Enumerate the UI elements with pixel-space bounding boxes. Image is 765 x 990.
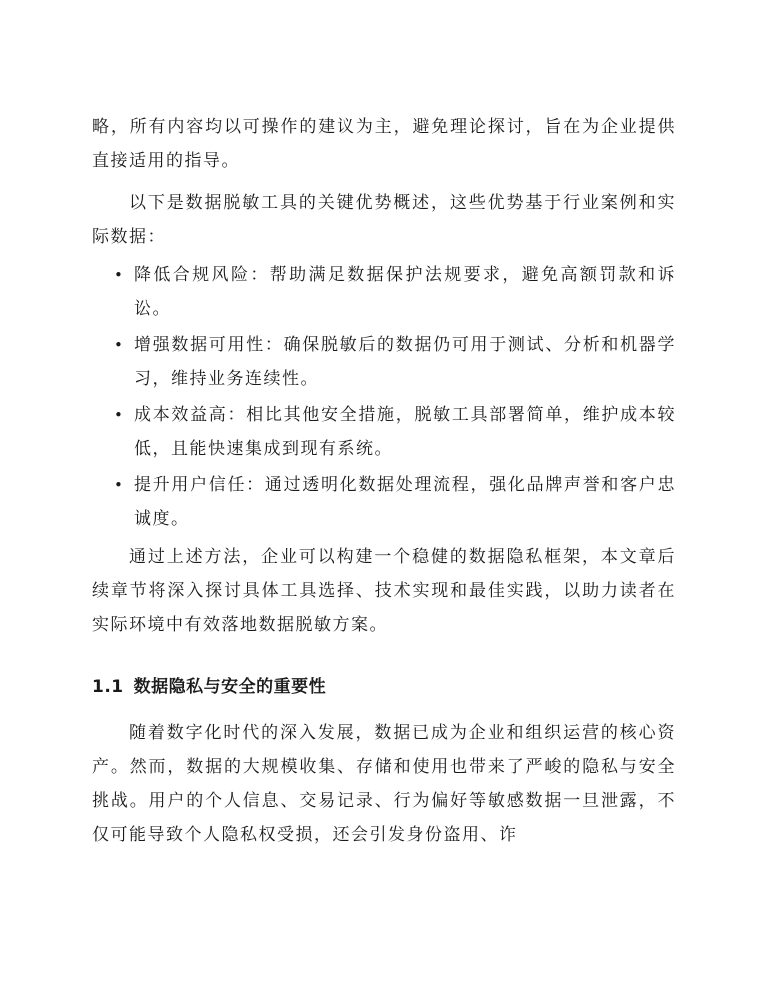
section-heading <box>92 672 676 702</box>
list-item-text: 降低合规风险：帮助满足数据保护法规要求，避免高额罚款和诉讼。 <box>134 265 676 319</box>
bullet-icon: • <box>114 476 125 494</box>
section-number: 1.1 <box>92 677 124 697</box>
lead-paragraph: 以下是数据脱敏工具的关键优势概述，这些优势基于行业案例和实际数据： <box>92 193 676 247</box>
intro-paragraph: 略，所有内容均以可操作的建议为主，避免理论探讨，旨在为企业提供直接适用的指导。 <box>92 117 676 171</box>
closing-paragraph: 通过上述方法，企业可以构建一个稳健的数据隐私框架，本文章后续章节将深入探讨具体工具选择、技术实现和最佳实践，以助力读者在实际环境中有效落地数据脱敏方案。 <box>92 547 676 635</box>
bullet-icon: • <box>114 266 125 284</box>
bullet-icon: • <box>114 336 125 354</box>
section-paragraph: 随着数字化时代的深入发展，数据已成为企业和组织运营的核心资产。然而，数据的大规模收集、存储和使用也带来了严峻的隐私与安全挑战。用户的个人信息、交易记录、行为偏好等敏感数据一旦泄露，不仅可能导致个人隐私权受损，还会引发身份盗用、诈 <box>92 723 676 845</box>
bullet-icon: • <box>114 406 125 424</box>
list-item <box>92 468 676 536</box>
section-title: 数据隐私与安全的重要性 <box>133 677 327 697</box>
list-item <box>92 328 676 396</box>
list-item <box>92 398 676 466</box>
advantages-list <box>92 258 676 536</box>
list-item-text: 成本效益高：相比其他安全措施，脱敏工具部署简单，维护成本较低，且能快速集成到现有系统。 <box>134 405 676 459</box>
list-item-text: 提升用户信任：通过透明化数据处理流程，强化品牌声誉和客户忠诚度。 <box>134 475 676 529</box>
list-item-text: 增强数据可用性：确保脱敏后的数据仍可用于测试、分析和机器学习，维持业务连续性。 <box>134 335 676 389</box>
list-item <box>92 258 676 326</box>
document-page <box>92 110 676 852</box>
